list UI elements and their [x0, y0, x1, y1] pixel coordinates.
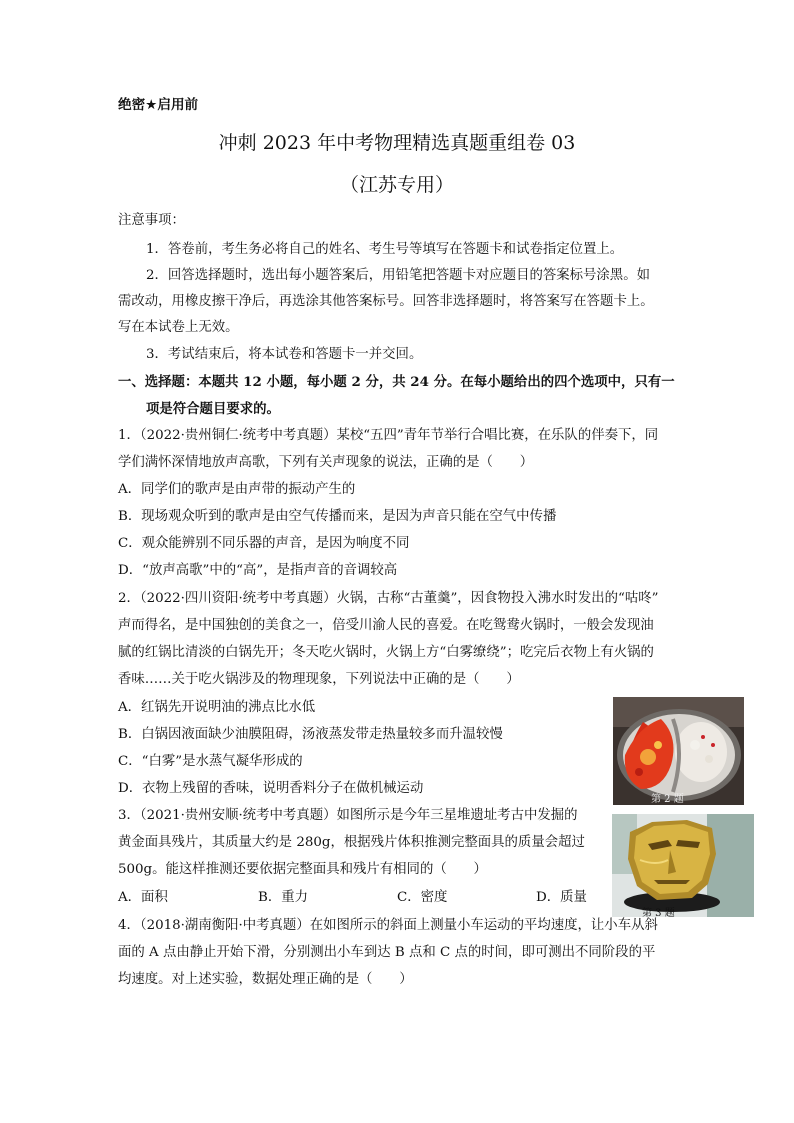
- question-1-stem-line-2: 学们满怀深情地放声高歌，下列有关声现象的说法，正确的是（ ）: [118, 455, 534, 470]
- paper-title: 冲刺 2023 年中考物理精选真题重组卷 03: [218, 132, 576, 154]
- question-4-stem-line-1: 4．（2018·湖南衡阳·中考真题）在如图所示的斜面上测量小车运动的平均速度，让小车从斜: [118, 918, 658, 933]
- question-1-option-c: C．观众能辨别不同乐器的声音，是因为响度不同: [118, 536, 410, 551]
- question-3-option-b: B．重力: [258, 890, 309, 905]
- notice-item-3: 3．考试结束后，将本试卷和答题卡一并交回。: [146, 347, 423, 362]
- notice-item-2-line-2: 需改动，用橡皮擦干净后，再选涂其他答案标号。回答非选择题时，将答案写在答题卡上。: [118, 294, 654, 309]
- question-1-stem-line-1: 1．（2022·贵州铜仁·统考中考真题）某校“五四”青年节举行合唱比赛，在乐队的伴奏下，同: [118, 428, 659, 443]
- question-2-option-d: D．衣物上残留的香味，说明香料分子在做机械运动: [118, 781, 424, 796]
- question-4-stem-line-2: 面的 A 点由静止开始下滑，分别测出小车到达 B 点和 C 点的时间，即可测出不同阶段的平: [118, 945, 656, 960]
- question-2-option-b: B．白锅因液面缺少油膜阻碍，汤液蒸发带走热量较多而升温较慢: [118, 727, 503, 742]
- question-2-stem-line-3: 腻的红锅比清淡的白锅先开；冬天吃火锅时，火锅上方“白雾缭绕”；吃完后衣物上有火锅的: [118, 645, 654, 660]
- question-1-option-d: D．“放声高歌”中的“高”，是指声音的音调较高: [118, 563, 398, 578]
- paper-subtitle: （江苏专用）: [339, 174, 454, 196]
- question-1-option-a: A．同学们的歌声是由声带的振动产生的: [118, 482, 356, 497]
- question-3-stem-line-1: 3．（2021·贵州安顺·统考中考真题）如图所示是今年三星堆遗址考古中发掘的: [118, 808, 578, 823]
- question-4-stem-line-3: 均速度。对上述实验，数据处理正确的是（ ）: [118, 972, 413, 987]
- figure-3-caption: 第 3 题: [642, 908, 675, 917]
- question-2-option-a: A．红锅先开说明油的沸点比水低: [118, 700, 316, 715]
- notice-item-1: 1．答卷前，考生务必将自己的姓名、考生号等填写在答题卡和试卷指定位置上。: [146, 242, 624, 257]
- question-3-option-c: C．密度: [397, 890, 448, 905]
- section-heading-line-2: 项是符合题目要求的。: [146, 401, 280, 417]
- section-heading-line-1: 一、选择题：本题共 12 小题，每小题 2 分，共 24 分。在每小题给出的四个选项中，只有一: [118, 374, 675, 390]
- question-2-stem-line-2: 声而得名，是中国独创的美食之一，倍受川渝人民的喜爱。在吃鸳鸯火锅时，一般会发现油: [118, 618, 654, 633]
- golden-mask-illustration: [612, 814, 754, 917]
- notice-item-2-line-3: 写在本试卷上无效。: [118, 320, 239, 335]
- question-3-stem-line-3: 500g。能这样推测还要依据完整面具和残片有相同的（ ）: [118, 862, 487, 877]
- question-2-stem-line-1: 2．（2022·四川资阳·统考中考真题）火锅，古称“古董羹”，因食物投入沸水时发出的“咕咚”: [118, 591, 659, 606]
- notice-heading: 注意事项：: [118, 213, 185, 228]
- question-3-stem-line-2: 黄金面具残片，其质量大约是 280g，根据残片体积推测完整面具的质量会超过: [118, 835, 585, 850]
- hotpot-photo: [613, 697, 744, 805]
- figure-2-caption: 第 2 题: [651, 794, 684, 805]
- question-3-option-d: D．质量: [536, 890, 587, 905]
- question-2-stem-line-4: 香味……关于吃火锅涉及的物理现象，下列说法中正确的是（ ）: [118, 672, 520, 687]
- question-3-option-a: A．面积: [118, 890, 168, 905]
- hotpot-illustration: [613, 697, 744, 805]
- golden-mask-photo: [612, 814, 754, 917]
- question-2-option-c: C．“白雾”是水蒸气凝华形成的: [118, 754, 303, 769]
- notice-item-2-line-1: 2．回答选择题时，选出每小题答案后，用铅笔把答题卡对应题目的答案标号涂黑。如: [146, 268, 650, 283]
- question-1-option-b: B．现场观众听到的歌声是由空气传播而来，是因为声音只能在空气中传播: [118, 509, 557, 524]
- confidential-label: 绝密★启用前: [118, 97, 199, 113]
